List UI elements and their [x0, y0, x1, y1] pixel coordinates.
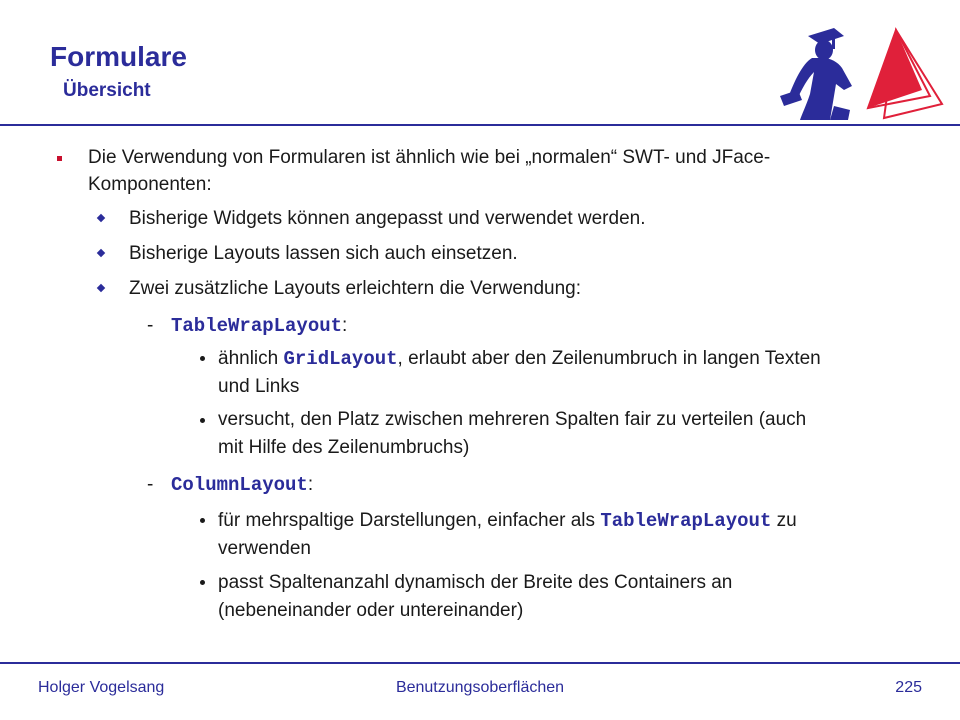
code-term: TableWrapLayout	[600, 510, 772, 532]
footer-course: Benutzungsoberflächen	[395, 679, 565, 696]
heading-suffix: :	[307, 474, 314, 495]
layout-heading	[171, 312, 347, 340]
dash-bullet: -	[147, 315, 154, 336]
dot-bullet-icon	[200, 356, 205, 361]
dot-bullet-icon	[200, 580, 205, 585]
slide-title: Formulare	[50, 41, 187, 72]
graduate-and-sail-logo-icon	[772, 24, 948, 124]
dot-bullet-text: passt Spaltenanzahl dynamisch der Breite des Containers an	[218, 572, 733, 593]
dot-bullet-text	[218, 507, 797, 535]
dot-bullet-text-continuation: mit Hilfe des Zeilenumbruchs)	[218, 437, 470, 458]
slide-subtitle: Übersicht	[63, 80, 151, 101]
dot-bullet-text: versucht, den Platz zwischen mehreren Spalten fair zu verteilen (auch	[218, 409, 807, 430]
footer-rule	[0, 662, 960, 664]
layout-heading	[171, 471, 313, 499]
footer-author: Holger Vogelsang	[38, 679, 165, 696]
diamond-bullet-icon	[97, 284, 105, 292]
text-run: zu	[771, 510, 797, 531]
dot-bullet-text-continuation: und Links	[218, 376, 300, 397]
dot-bullet-icon	[200, 518, 205, 523]
footer-page-number: 225	[895, 679, 922, 696]
sub-bullet-text: Zwei zusätzliche Layouts erleichtern die Verwendung:	[129, 278, 582, 299]
dot-bullet-text	[218, 345, 821, 373]
text-run: ähnlich	[218, 348, 284, 369]
text-run: für mehrspaltige Darstellungen, einfacher als	[218, 510, 601, 531]
sub-bullet-text: Bisherige Layouts lassen sich auch einsetzen.	[129, 243, 518, 264]
dash-bullet: -	[147, 474, 154, 495]
square-bullet-icon	[57, 156, 62, 161]
text-run: , erlaubt aber den Zeilenumbruch in langen Texten	[397, 348, 821, 369]
dot-bullet-text-continuation: (nebeneinander oder untereinander)	[218, 600, 524, 621]
diamond-bullet-icon	[97, 249, 105, 257]
bullet-text-continuation: Komponenten:	[88, 174, 212, 195]
bullet-text: Die Verwendung von Formularen ist ähnlich wie bei „normalen“ SWT- und JFace-	[88, 147, 771, 168]
diamond-bullet-icon	[97, 214, 105, 222]
heading-suffix: :	[342, 315, 348, 336]
code-term: GridLayout	[283, 348, 398, 370]
dot-bullet-icon	[200, 418, 205, 423]
sub-bullet-text: Bisherige Widgets können angepasst und verwendet werden.	[129, 208, 646, 229]
code-term: TableWrapLayout	[171, 315, 343, 337]
dot-bullet-text-continuation: verwenden	[218, 538, 311, 559]
header-rule	[0, 124, 960, 126]
code-term: ColumnLayout	[171, 474, 308, 496]
